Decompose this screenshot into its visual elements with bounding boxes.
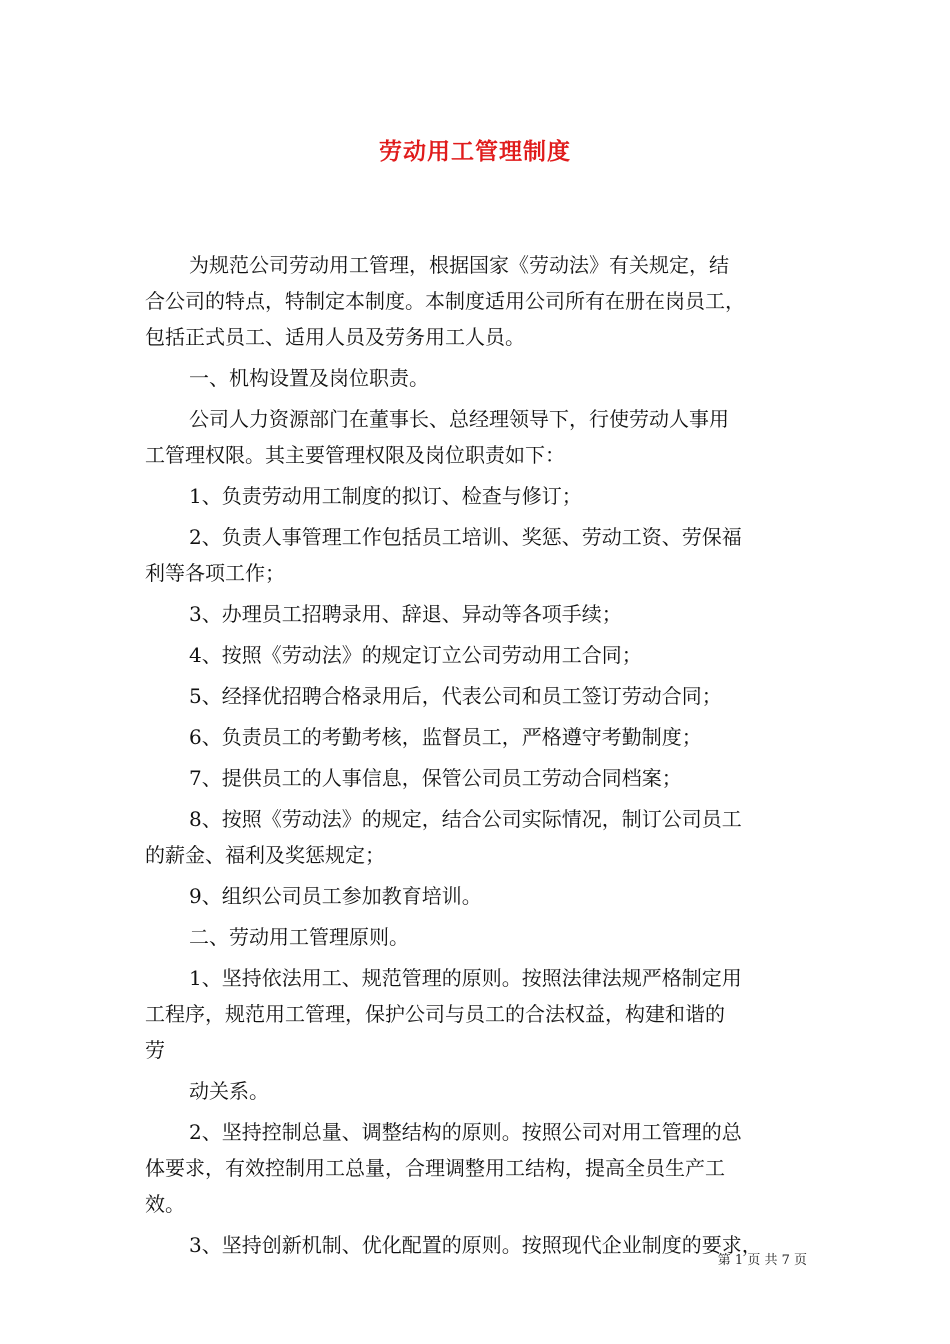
- list-item: 3、办理员工招聘录用、辞退、异动等各项手续；: [189, 602, 622, 626]
- list-item: 4、按照《劳动法》的规定订立公司劳动用工合同；: [189, 643, 642, 667]
- paragraph-line: 合公司的特点，特制定本制度。本制度适用公司所有在册在岗员工，: [145, 289, 745, 313]
- list-item: 6、负责员工的考勤考核，监督员工，严格遵守考勤制度；: [189, 725, 702, 749]
- list-item: 1、负责劳动用工制度的拟订、检查与修订；: [189, 484, 582, 508]
- list-item: 工程序，规范用工管理，保护公司与员工的合法权益，构建和谐的: [145, 1002, 725, 1026]
- paragraph-line: 包括正式员工、适用人员及劳务用工人员。: [145, 325, 525, 349]
- document-body: [145, 247, 810, 1263]
- list-item: 9、组织公司员工参加教育培训。: [189, 884, 482, 908]
- section-heading: 一、机构设置及岗位职责。: [189, 366, 429, 390]
- list-item: 1、坚持依法用工、规范管理的原则。按照法律法规严格制定用: [189, 966, 742, 990]
- list-item: 的薪金、福利及奖惩规定；: [145, 843, 385, 867]
- page-title: 劳动用工管理制度: [379, 139, 571, 165]
- list-item: 7、提供员工的人事信息，保管公司员工劳动合同档案；: [189, 766, 682, 790]
- paragraph-line: 为规范公司劳动用工管理，根据国家《劳动法》有关规定，结: [189, 253, 729, 277]
- list-item: 体要求，有效控制用工总量，合理调整用工结构，提高全员生产工: [145, 1156, 725, 1180]
- list-item: 效。: [145, 1192, 185, 1216]
- list-item: 3、坚持创新机制、优化配置的原则。按照现代企业制度的要求，: [189, 1233, 762, 1257]
- paragraph-line: 公司人力资源部门在董事长、总经理领导下，行使劳动人事用: [189, 407, 729, 431]
- list-item: 2、坚持控制总量、调整结构的原则。按照公司对用工管理的总: [189, 1120, 742, 1144]
- list-item: 8、按照《劳动法》的规定，结合公司实际情况，制订公司员工: [189, 807, 742, 831]
- page-footer: 第 1 页 共 7 页: [717, 1253, 807, 1268]
- paragraph-line: 工管理权限。其主要管理权限及岗位职责如下：: [145, 443, 565, 467]
- list-item: 劳: [145, 1038, 165, 1062]
- list-item: 5、经择优招聘合格录用后，代表公司和员工签订劳动合同；: [189, 684, 722, 708]
- list-item: 2、负责人事管理工作包括员工培训、奖惩、劳动工资、劳保福: [189, 525, 742, 549]
- list-item: 动关系。: [189, 1079, 269, 1103]
- section-heading: 二、劳动用工管理原则。: [189, 925, 409, 949]
- list-item: 利等各项工作；: [145, 561, 285, 585]
